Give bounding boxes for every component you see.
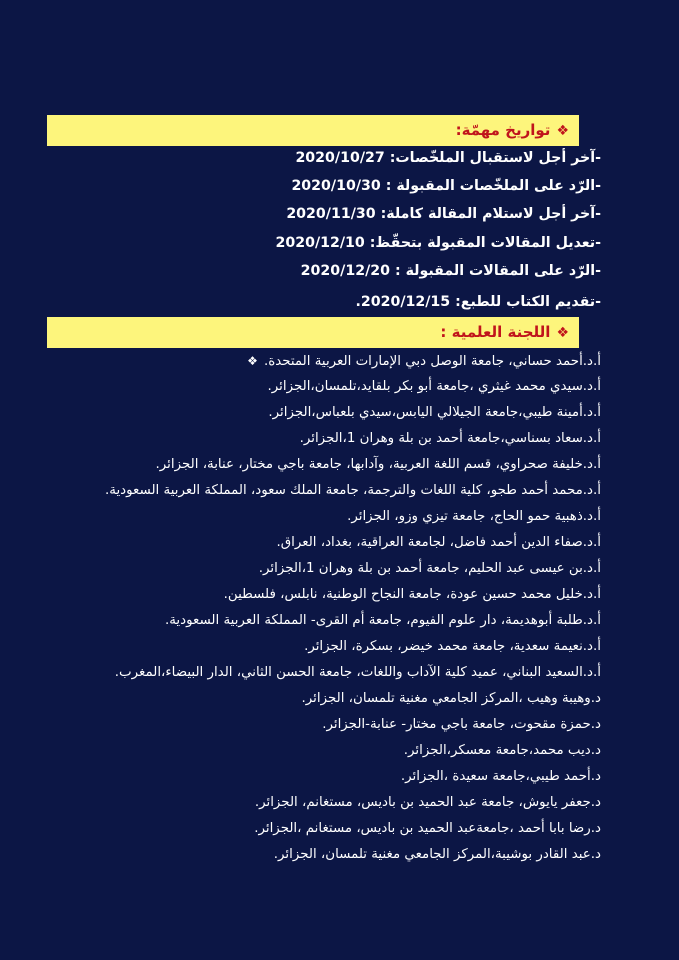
committee-member: د.حمزة مقحوت، جامعة باجي مختار- عنابة-الجزائر.	[322, 717, 601, 732]
date-item: -الرّد على الملخّصات المقبولة : 2020/10/30	[291, 178, 601, 194]
committee-member: أ.د.خليفة صحراوي، قسم اللغة العربية، وآدابها، جامعة باجي مختار، عنابة، الجزائر.	[155, 457, 601, 472]
committee-member: د.ديب محمد،جامعة معسكر،الجزائر.	[403, 743, 601, 758]
diamond-bullet-icon: ❖	[247, 354, 258, 368]
diamond-bullet-icon: ❖	[556, 123, 569, 139]
committee-member: د.أحمد طيبي،جامعة سعيدة ،الجزائر.	[400, 769, 601, 784]
committee-member: أ.د.محمد أحمد طجو، كلية اللغات والترجمة، جامعة الملك سعود، المملكة العربية السعودية.	[105, 483, 601, 498]
committee-member: أ.د.بن عيسى عبد الحليم، جامعة أحمد بن بلة وهران 1،الجزائر.	[258, 561, 601, 576]
committee-heading-text: اللجنة العلمية :	[440, 323, 551, 341]
committee-member: د.وهيبة وهيب ،المركز الجامعي مغنية تلمسان، الجزائر.	[301, 691, 601, 706]
date-item: -تعديل المقالات المقبولة بتحقّظ: 2020/12/10	[275, 235, 601, 251]
committee-member: أ.د.سعاد بسناسي،جامعة أحمد بن بلة وهران 1،الجزائر.	[299, 431, 601, 446]
date-item: -آخر أجل لاستلام المقالة كاملة: 2020/11/30	[286, 206, 601, 222]
committee-member: د.جعفر يايوش، جامعة عبد الحميد بن باديس، مستغانم، الجزائر.	[254, 795, 601, 810]
committee-member: أ.د.ذهبية حمو الحاج، جامعة تيزي وزو، الجزائر.	[347, 509, 601, 524]
date-item: -آخر أجل لاستقبال الملخّصات: 2020/10/27	[295, 150, 601, 166]
committee-member: أ.د.أمينة طيبي،جامعة الجيلالي اليابس،سيدي بلعباس،الجزائر.	[268, 405, 601, 420]
committee-heading	[47, 317, 579, 348]
diamond-bullet-icon: ❖	[556, 325, 569, 341]
committee-member: أ.د.خليل محمد حسين عودة، جامعة النجاح الوطنية، نابلس، فلسطين.	[223, 587, 601, 602]
date-item: -تقديم الكتاب للطبع: 2020/12/15.	[355, 294, 601, 310]
committee-member: أ.د.نعيمة سعدية، جامعة محمد خيضر، بسكرة، الجزائر.	[304, 639, 601, 654]
committee-member: د.رضا بابا أحمد ،جامعةعبد الحميد بن باديس، مستغانم ،الجزائر.	[254, 821, 601, 836]
date-item: -الرّد على المقالات المقبولة : 2020/12/20	[300, 263, 601, 279]
committee-member: أ.د.السعيد البناني، عميد كلية الآداب واللغات، جامعة الحسن الثاني، الدار البيضاء،المغرب.	[114, 665, 601, 680]
committee-member: أ.د.أحمد حساني، جامعة الوصل دبي الإمارات العربية المتحدة.❖	[247, 354, 601, 369]
committee-member: أ.د.صفاء الدين أحمد فاضل، لجامعة العراقية، بغداد، العراق.	[276, 535, 601, 550]
dates-heading	[47, 115, 579, 146]
committee-member: أ.د.طلبة أبوهديمة، دار علوم الفيوم، جامعة أم القرى- المملكة العربية السعودية.	[164, 613, 601, 628]
committee-member: د.عبد القادر بوشيبة،المركز الجامعي مغنية تلمسان، الجزائر.	[273, 847, 601, 862]
dates-heading-text: تواريخ مهمّة:	[455, 121, 551, 139]
committee-member: أ.د.سيدي محمد غيثري ،جامعة أبو بكر بلقايد،تلمسان،الجزائر.	[267, 379, 601, 394]
